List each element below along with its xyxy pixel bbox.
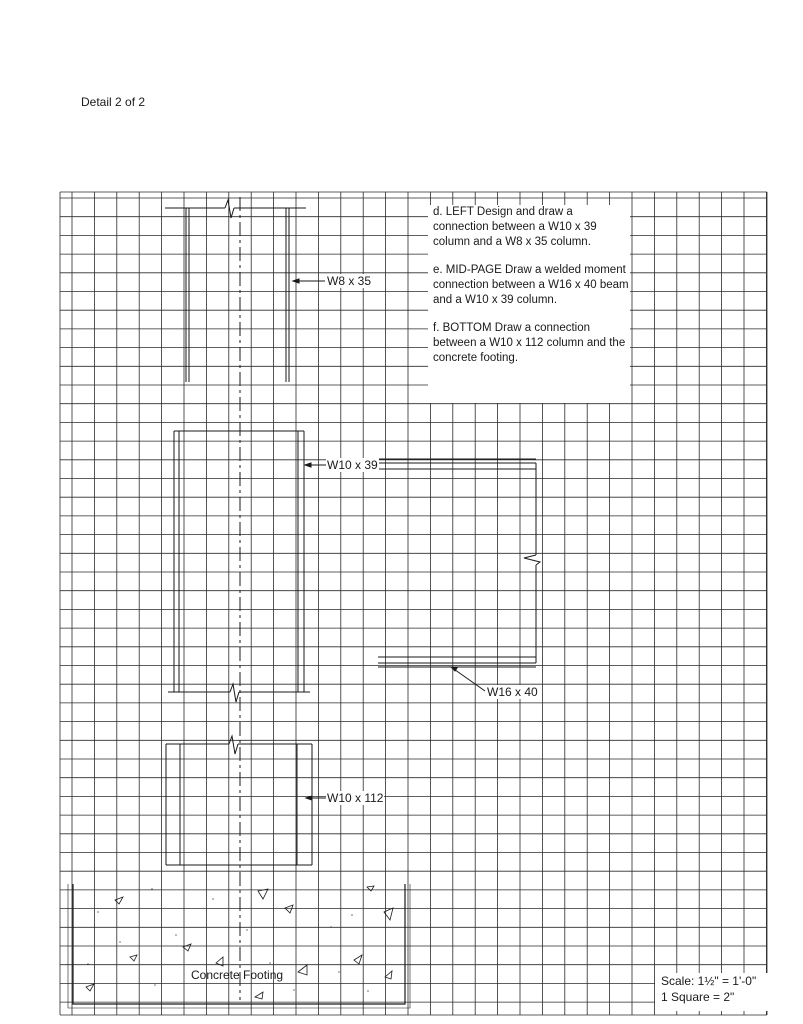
task-instructions	[428, 205, 630, 403]
w16x40-beam	[378, 459, 540, 691]
scale-square: 1 Square = 2"	[661, 990, 735, 1004]
label-w10x39: W10 x 39	[327, 458, 378, 472]
label-w10x112: W10 x 112	[327, 791, 384, 805]
task-d: d. LEFT Design and draw a connection between a W10 x 39 column and a W8 x 35 column.	[433, 206, 597, 248]
page-title: Detail 2 of 2	[81, 95, 146, 109]
scale-note	[655, 973, 769, 1011]
grid-lines	[60, 192, 767, 1015]
task-e: e. MID-PAGE Draw a welded moment connection between a W16 x 40 beam and a W10 x 39 column.	[433, 264, 629, 306]
label-concrete-footing: Concrete Footing	[191, 968, 284, 982]
w10x39-column	[168, 431, 326, 702]
scale-ratio: Scale: 1½" = 1'-0"	[661, 974, 757, 988]
label-w16x40: W16 x 40	[487, 685, 538, 699]
task-f: f. BOTTOM Draw a connection between a W10 x 112 column and the concrete footing.	[433, 322, 626, 364]
w8x35-column	[165, 200, 325, 382]
label-w8x35: W8 x 35	[327, 274, 372, 288]
w10x112-column	[166, 736, 326, 865]
